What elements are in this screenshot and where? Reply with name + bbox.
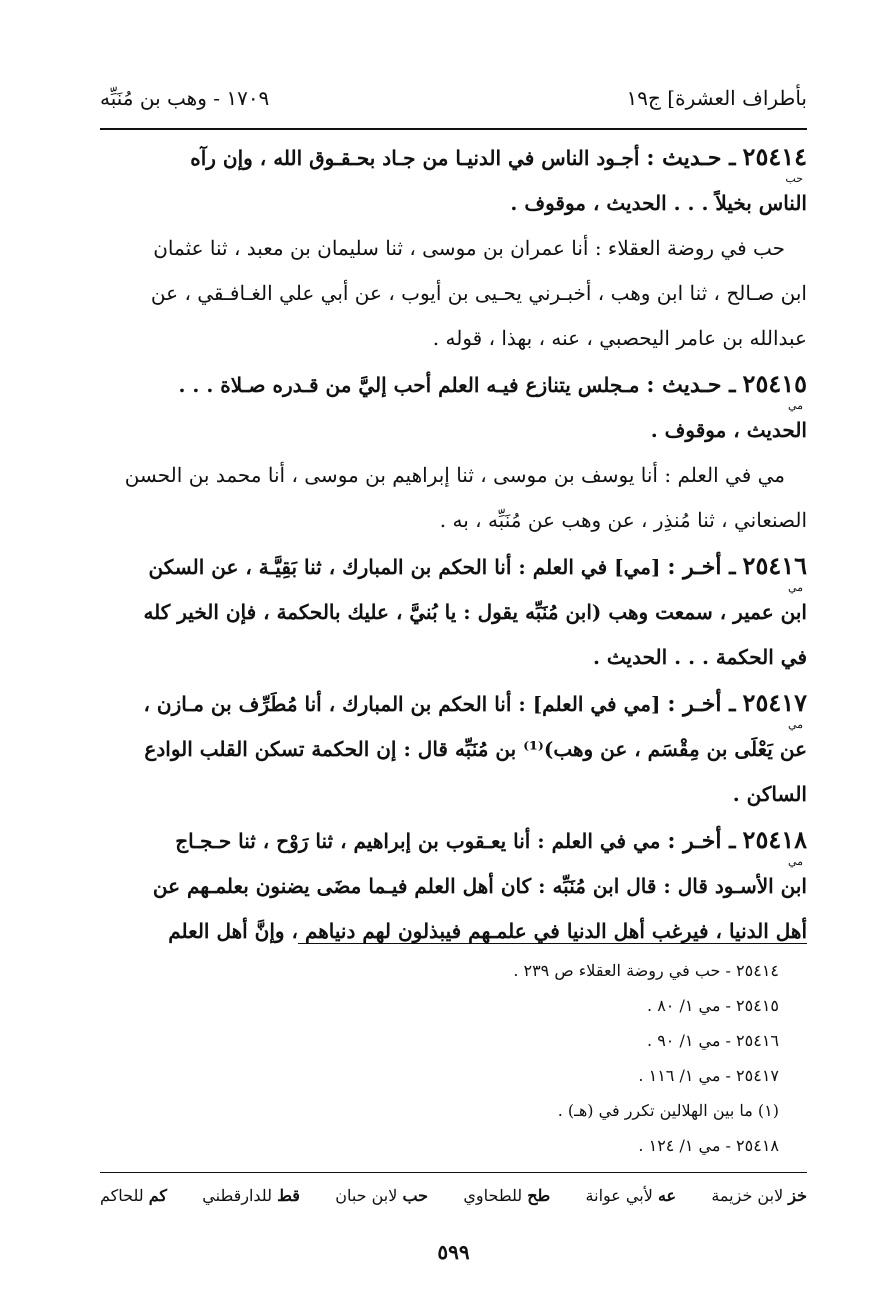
entry-text: مـجلس يتنازع فيـه العلم أحب إليَّ من قـدره صـلاة . . . <box>178 373 640 397</box>
abbreviation-item: حب لابن حبان <box>335 1186 429 1205</box>
footnote: ٢٥٤١٤ - حب في روضة العقلاء ص ٢٣٩ . <box>513 961 779 980</box>
source-siglum: مي <box>787 718 803 731</box>
entry-text: أجـود الناس في الدنيـا من جـاد بحـقـوق الله ، وإن رآه <box>190 146 640 170</box>
entry-keyword: ـ حـديث : <box>646 372 736 398</box>
entry-number: ٢٥٤١٨ <box>742 825 807 854</box>
main-text <box>100 134 807 954</box>
entry-line <box>100 543 807 590</box>
footnote: ٢٥٤١٥ - مي ١/ ٨٠ . <box>647 996 779 1015</box>
page-number: ٥٩٩ <box>437 1240 470 1264</box>
entry-number: ٢٥٤١٥ <box>742 369 807 398</box>
footnotes <box>100 953 807 1163</box>
abbreviation-item: طح للطحاوي <box>463 1186 551 1205</box>
abbreviation-item: كم للحاكم <box>100 1186 167 1205</box>
abbreviations-rule <box>100 1172 807 1173</box>
entry-keyword: ـ أخـر : <box>667 828 736 854</box>
header-narrator: ١٧٠٩ - وهب بن مُنَبِّه <box>100 86 270 110</box>
entry-keyword: ـ أخـر : <box>667 691 736 717</box>
entry-number: ٢٥٤١٧ <box>742 688 807 717</box>
entry-keyword: ـ أخـر : <box>667 554 736 580</box>
hadith-entry <box>100 680 807 817</box>
entry-line: الساكن . <box>732 782 807 806</box>
entry-keyword: ـ حـديث : <box>646 145 736 171</box>
entry-number: ٢٥٤١٦ <box>742 551 807 580</box>
abbreviation-item: عه لأبي عوانة <box>585 1186 677 1205</box>
book-page <box>100 0 807 1313</box>
footnote: ٢٥٤١٨ - مي ١/ ١٢٤ . <box>638 1136 779 1155</box>
source-siglum: مي <box>787 399 803 412</box>
source-siglum: حب <box>785 172 803 185</box>
hadith-entry <box>100 543 807 680</box>
entry-line: أهل الدنيا ، فيرغب أهل الدنيا في علمـهم فيبذلون لهم دنياهم ، وإنَّ أهل العلم <box>168 919 807 943</box>
source-line: حب في روضة العقلاء : أنا عمران بن موسى ، ثنا سليمان بن معبد ، ثنا عثمان <box>153 236 785 260</box>
entry-line <box>100 361 807 408</box>
entry-line: ابن عمير ، سمعت وهب (ابن مُنَبِّه يقول : يا بُنيَّ ، عليك بالحكمة ، فإن الخير كله <box>143 600 807 624</box>
footnote-rule <box>298 943 807 944</box>
running-header <box>100 80 807 116</box>
source-siglum: مي <box>787 581 803 594</box>
abbreviation-item: قط للدارقطني <box>202 1186 300 1205</box>
source-line: عبدالله بن عامر اليحصبي ، عنه ، بهذا ، قوله . <box>432 326 807 350</box>
entry-text: [مي في العلم] : أنا الحكم بن المبارك ، أنا مُطَرِّف بن مـازن ، <box>143 692 661 716</box>
entry-text: مي في العلم : أنا يعـقوب بن إبراهيم ، ثنا رَوْح ، ثنا حـجـاج <box>175 829 661 853</box>
source-line: ابن صـالح ، ثنا ابن وهب ، أخبـرني يحـيى بن أيوب ، عن أبي علي الغـافـقي ، عن <box>150 281 807 305</box>
entry-line: ابن الأسـود قال : قال ابن مُنَبِّه : كان أهل العلم فيـما مضَى يضنون بعلمـهم عن <box>152 874 807 898</box>
entry-line <box>100 680 807 727</box>
entry-line: عن يَعْلَى بن مِقْسَم ، عن وهب)⁽¹⁾ بن مُنَبِّه قال : إن الحكمة تسكن القلب الوادع <box>144 737 807 761</box>
entry-line: الحديث ، موقوف . <box>650 418 807 442</box>
entry-line <box>100 817 807 864</box>
entry-line: في الحكمة . . . الحديث . <box>592 645 807 669</box>
entry-line: الناس بخيلاً . . . الحديث ، موقوف . <box>510 191 807 215</box>
abbreviation-item: خز لابن خزيمة <box>711 1186 807 1205</box>
hadith-entry <box>100 817 807 954</box>
source-siglum: مي <box>787 855 803 868</box>
hadith-entry <box>100 134 807 361</box>
entry-line <box>100 134 807 181</box>
hadith-entry <box>100 361 807 543</box>
header-book-title: بأطراف العشرة] ج١٩ <box>626 86 807 110</box>
footnote: (١) ما بين الهلالين تكرر في (هـ) . <box>557 1101 779 1120</box>
footnote: ٢٥٤١٦ - مي ١/ ٩٠ . <box>647 1031 779 1050</box>
footnote: ٢٥٤١٧ - مي ١/ ١١٦ . <box>638 1066 779 1085</box>
abbreviations-key <box>100 1186 807 1205</box>
entry-number: ٢٥٤١٤ <box>742 142 807 171</box>
header-rule <box>100 128 807 130</box>
entry-text: [مي] في العلم : أنا الحكم بن المبارك ، ثنا بَقِيَّـة ، عن السكن <box>148 555 661 579</box>
source-line: الصنعاني ، ثنا مُنذِر ، عن وهب عن مُنَبِّه ، به . <box>439 508 807 532</box>
source-line: مي في العلم : أنا يوسف بن موسى ، ثنا إبراهيم بن موسى ، أنا محمد بن الحسن <box>124 463 785 487</box>
